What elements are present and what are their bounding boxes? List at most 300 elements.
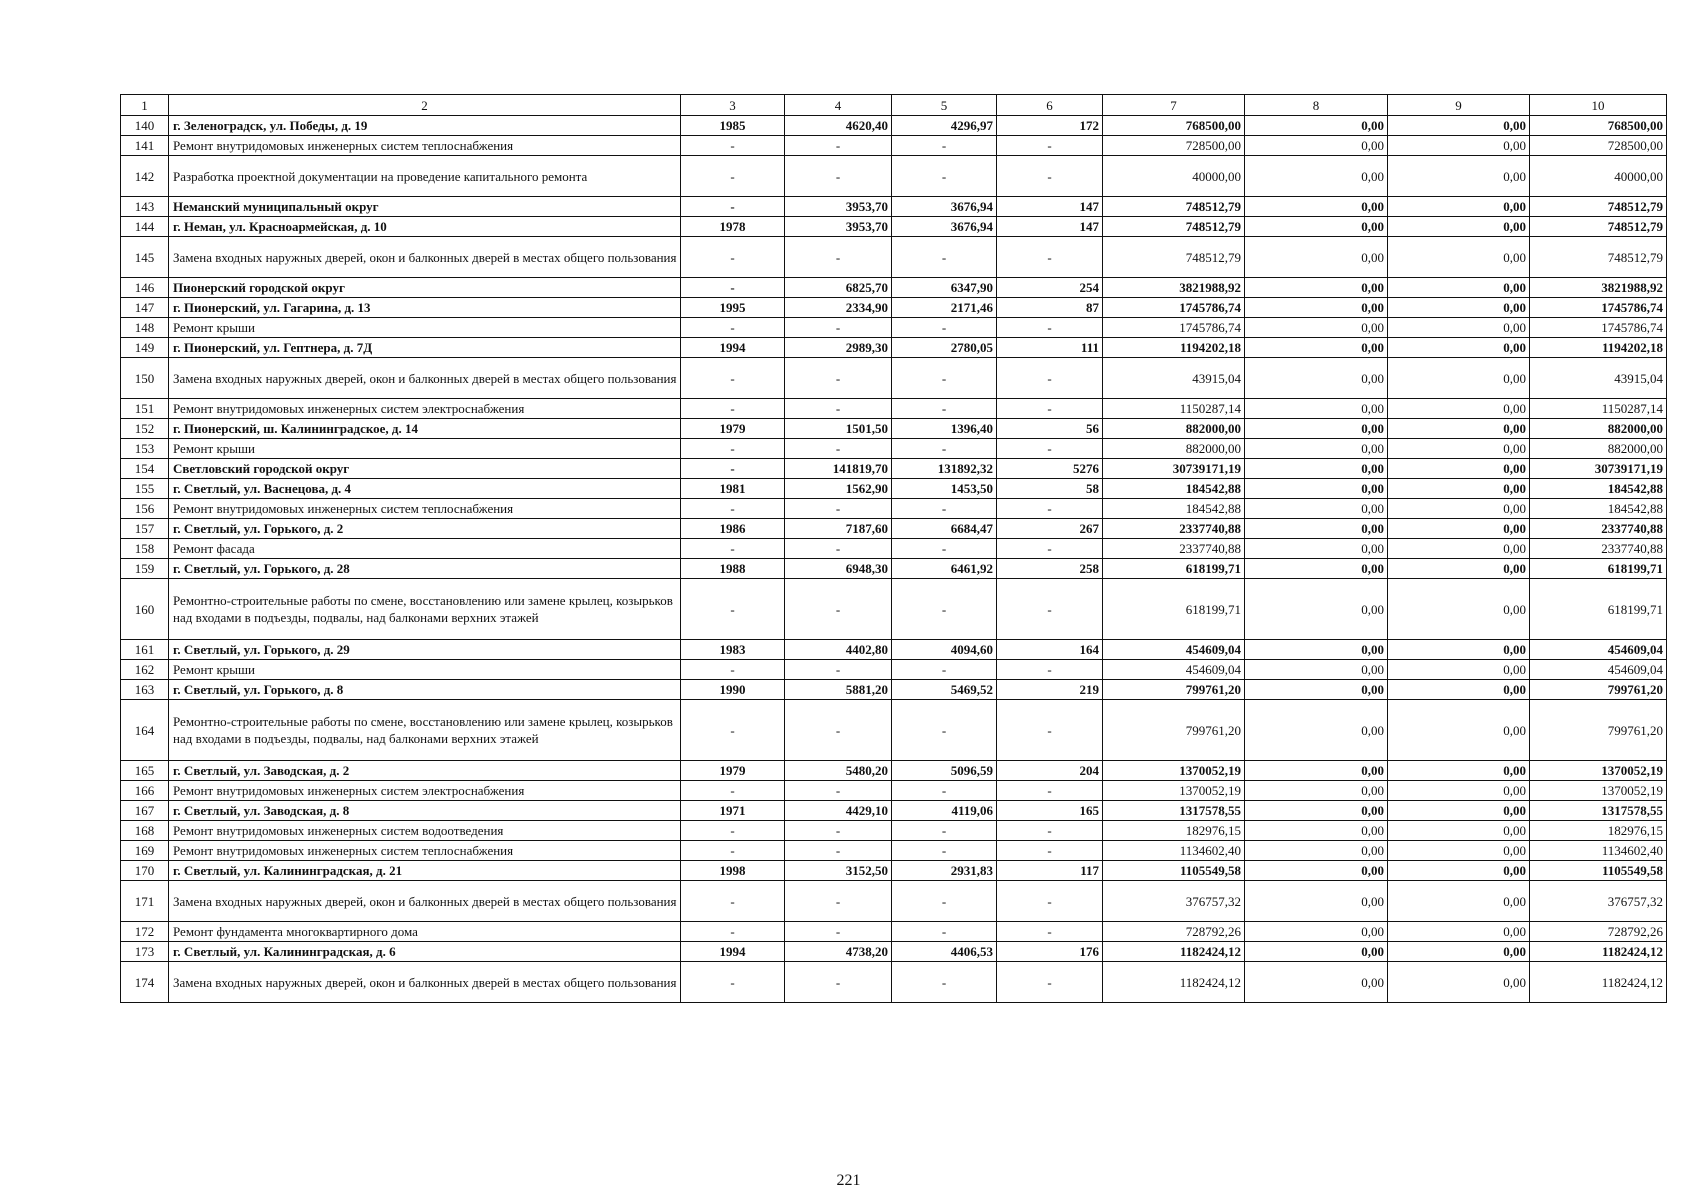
area-living-cell: 4094,60 — [892, 640, 997, 660]
table-body — [121, 95, 1667, 1003]
cost-owners-cell: 3821988,92 — [1530, 278, 1667, 298]
cost-total-cell: 2337740,88 — [1103, 539, 1245, 559]
cost-owners-cell: 1370052,19 — [1530, 761, 1667, 781]
residents-cell: - — [997, 499, 1103, 519]
row-number-cell: 151 — [121, 399, 169, 419]
residents-cell: - — [997, 881, 1103, 922]
residents-cell: 147 — [997, 217, 1103, 237]
cost-budget-cell: 0,00 — [1388, 338, 1530, 358]
cost-owners-cell: 1317578,55 — [1530, 801, 1667, 821]
cost-total-cell: 376757,32 — [1103, 881, 1245, 922]
cost-fund-cell: 0,00 — [1245, 278, 1388, 298]
cost-fund-cell: 0,00 — [1245, 156, 1388, 197]
name-cell: Ремонт внутридомовых инженерных систем теплоснабжения — [169, 841, 681, 861]
cost-owners-cell: 182976,15 — [1530, 821, 1667, 841]
name-cell: Замена входных наружных дверей, окон и балконных дверей в местах общего пользования — [169, 358, 681, 399]
name-cell: Ремонт внутридомовых инженерных систем водоотведения — [169, 821, 681, 841]
cost-owners-cell: 618199,71 — [1530, 579, 1667, 640]
row-number-cell: 156 — [121, 499, 169, 519]
row-number-cell: 149 — [121, 338, 169, 358]
cost-fund-cell: 0,00 — [1245, 217, 1388, 237]
area-living-cell: 1453,50 — [892, 479, 997, 499]
cost-total-cell: 454609,04 — [1103, 660, 1245, 680]
row-number-cell: 164 — [121, 700, 169, 761]
cost-fund-cell: 0,00 — [1245, 801, 1388, 821]
cost-fund-cell: 0,00 — [1245, 781, 1388, 801]
name-cell: Неманский муниципальный округ — [169, 197, 681, 217]
header-cell: 1 — [121, 95, 169, 116]
year-cell: 1998 — [681, 861, 785, 881]
area-living-cell: 4406,53 — [892, 942, 997, 962]
cost-fund-cell: 0,00 — [1245, 399, 1388, 419]
area-living-cell: 1396,40 — [892, 419, 997, 439]
cost-budget-cell: 0,00 — [1388, 358, 1530, 399]
area-total-cell: 5881,20 — [785, 680, 892, 700]
cost-budget-cell: 0,00 — [1388, 237, 1530, 278]
year-cell: - — [681, 579, 785, 640]
header-cell: 3 — [681, 95, 785, 116]
area-living-cell: - — [892, 660, 997, 680]
residents-cell: - — [997, 539, 1103, 559]
area-total-cell: - — [785, 136, 892, 156]
name-cell: г. Пионерский, ш. Калининградское, д. 14 — [169, 419, 681, 439]
table-row — [121, 479, 1667, 499]
cost-owners-cell: 1134602,40 — [1530, 841, 1667, 861]
cost-total-cell: 1134602,40 — [1103, 841, 1245, 861]
residents-cell: 267 — [997, 519, 1103, 539]
area-living-cell: - — [892, 539, 997, 559]
row-number-cell: 150 — [121, 358, 169, 399]
table-row — [121, 419, 1667, 439]
cost-owners-cell: 454609,04 — [1530, 640, 1667, 660]
cost-budget-cell: 0,00 — [1388, 419, 1530, 439]
cost-budget-cell: 0,00 — [1388, 942, 1530, 962]
year-cell: - — [681, 237, 785, 278]
cost-budget-cell: 0,00 — [1388, 861, 1530, 881]
cost-owners-cell: 184542,88 — [1530, 499, 1667, 519]
cost-budget-cell: 0,00 — [1388, 922, 1530, 942]
area-total-cell: - — [785, 781, 892, 801]
document-sheet — [120, 94, 1666, 1003]
cost-owners-cell: 748512,79 — [1530, 197, 1667, 217]
table-row — [121, 579, 1667, 640]
table-row — [121, 217, 1667, 237]
year-cell: - — [681, 922, 785, 942]
cost-budget-cell: 0,00 — [1388, 801, 1530, 821]
area-total-cell: - — [785, 881, 892, 922]
area-living-cell: 2171,46 — [892, 298, 997, 318]
table-row — [121, 338, 1667, 358]
header-cell: 4 — [785, 95, 892, 116]
cost-total-cell: 768500,00 — [1103, 116, 1245, 136]
name-cell: Ремонт внутридомовых инженерных систем теплоснабжения — [169, 499, 681, 519]
cost-fund-cell: 0,00 — [1245, 761, 1388, 781]
area-total-cell: 5480,20 — [785, 761, 892, 781]
cost-owners-cell: 1194202,18 — [1530, 338, 1667, 358]
name-cell: г. Светлый, ул. Горького, д. 2 — [169, 519, 681, 539]
area-total-cell: 1562,90 — [785, 479, 892, 499]
cost-budget-cell: 0,00 — [1388, 821, 1530, 841]
row-number-cell: 166 — [121, 781, 169, 801]
cost-total-cell: 3821988,92 — [1103, 278, 1245, 298]
residents-cell: - — [997, 136, 1103, 156]
area-total-cell: - — [785, 579, 892, 640]
cost-budget-cell: 0,00 — [1388, 962, 1530, 1003]
cost-budget-cell: 0,00 — [1388, 136, 1530, 156]
name-cell: Ремонтно-строительные работы по смене, восстановлению или замене крылец, козырьков над входами в подъезды, подвалы, над балконами верхних этажей — [169, 700, 681, 761]
cost-total-cell: 1745786,74 — [1103, 318, 1245, 338]
area-living-cell: 6461,92 — [892, 559, 997, 579]
table-row — [121, 700, 1667, 761]
area-total-cell: - — [785, 700, 892, 761]
row-number-cell: 174 — [121, 962, 169, 1003]
cost-fund-cell: 0,00 — [1245, 338, 1388, 358]
table-row — [121, 278, 1667, 298]
area-living-cell: 3676,94 — [892, 217, 997, 237]
area-total-cell: 3953,70 — [785, 217, 892, 237]
cost-budget-cell: 0,00 — [1388, 761, 1530, 781]
cost-budget-cell: 0,00 — [1388, 278, 1530, 298]
table-row — [121, 821, 1667, 841]
area-total-cell: 6825,70 — [785, 278, 892, 298]
area-total-cell: 6948,30 — [785, 559, 892, 579]
residents-cell: 172 — [997, 116, 1103, 136]
year-cell: - — [681, 136, 785, 156]
area-living-cell: - — [892, 821, 997, 841]
residents-cell: - — [997, 841, 1103, 861]
area-living-cell: 131892,32 — [892, 459, 997, 479]
cost-owners-cell: 184542,88 — [1530, 479, 1667, 499]
cost-budget-cell: 0,00 — [1388, 700, 1530, 761]
cost-fund-cell: 0,00 — [1245, 700, 1388, 761]
residents-cell: 165 — [997, 801, 1103, 821]
cost-total-cell: 748512,79 — [1103, 237, 1245, 278]
area-total-cell: 1501,50 — [785, 419, 892, 439]
cost-budget-cell: 0,00 — [1388, 217, 1530, 237]
cost-fund-cell: 0,00 — [1245, 559, 1388, 579]
row-number-cell: 160 — [121, 579, 169, 640]
area-total-cell: - — [785, 539, 892, 559]
cost-budget-cell: 0,00 — [1388, 479, 1530, 499]
name-cell: Ремонт внутридомовых инженерных систем электроснабжения — [169, 399, 681, 419]
residents-cell: - — [997, 399, 1103, 419]
row-number-cell: 171 — [121, 881, 169, 922]
table-row — [121, 237, 1667, 278]
cost-owners-cell: 30739171,19 — [1530, 459, 1667, 479]
table-row — [121, 116, 1667, 136]
name-cell: Ремонт фундамента многоквартирного дома — [169, 922, 681, 942]
year-cell: 1994 — [681, 338, 785, 358]
cost-fund-cell: 0,00 — [1245, 439, 1388, 459]
name-cell: Ремонт внутридомовых инженерных систем электроснабжения — [169, 781, 681, 801]
cost-fund-cell: 0,00 — [1245, 841, 1388, 861]
row-number-cell: 141 — [121, 136, 169, 156]
area-total-cell: 3953,70 — [785, 197, 892, 217]
name-cell: Замена входных наружных дверей, окон и балконных дверей в местах общего пользования — [169, 881, 681, 922]
table-row — [121, 841, 1667, 861]
residents-cell: - — [997, 579, 1103, 640]
area-total-cell: - — [785, 821, 892, 841]
cost-owners-cell: 40000,00 — [1530, 156, 1667, 197]
name-cell: г. Светлый, ул. Горького, д. 28 — [169, 559, 681, 579]
area-total-cell: - — [785, 439, 892, 459]
cost-fund-cell: 0,00 — [1245, 942, 1388, 962]
cost-fund-cell: 0,00 — [1245, 298, 1388, 318]
residents-cell: 117 — [997, 861, 1103, 881]
area-living-cell: - — [892, 841, 997, 861]
cost-owners-cell: 799761,20 — [1530, 700, 1667, 761]
cost-fund-cell: 0,00 — [1245, 318, 1388, 338]
header-cell: 5 — [892, 95, 997, 116]
cost-fund-cell: 0,00 — [1245, 640, 1388, 660]
table-row — [121, 399, 1667, 419]
cost-budget-cell: 0,00 — [1388, 781, 1530, 801]
cost-owners-cell: 882000,00 — [1530, 419, 1667, 439]
year-cell: - — [681, 821, 785, 841]
table-row — [121, 459, 1667, 479]
cost-owners-cell: 728500,00 — [1530, 136, 1667, 156]
residents-cell: - — [997, 358, 1103, 399]
row-number-cell: 157 — [121, 519, 169, 539]
cost-total-cell: 748512,79 — [1103, 197, 1245, 217]
table-row — [121, 962, 1667, 1003]
cost-fund-cell: 0,00 — [1245, 116, 1388, 136]
residents-cell: - — [997, 237, 1103, 278]
area-living-cell: 3676,94 — [892, 197, 997, 217]
year-cell: - — [681, 499, 785, 519]
row-number-cell: 159 — [121, 559, 169, 579]
name-cell: Ремонт крыши — [169, 318, 681, 338]
cost-owners-cell: 1745786,74 — [1530, 298, 1667, 318]
area-living-cell: 6684,47 — [892, 519, 997, 539]
cost-total-cell: 882000,00 — [1103, 439, 1245, 459]
cost-fund-cell: 0,00 — [1245, 136, 1388, 156]
area-total-cell: - — [785, 156, 892, 197]
cost-owners-cell: 2337740,88 — [1530, 519, 1667, 539]
year-cell: 1979 — [681, 419, 785, 439]
year-cell: 1983 — [681, 640, 785, 660]
year-cell: - — [681, 700, 785, 761]
name-cell: Светловский городской округ — [169, 459, 681, 479]
table-row — [121, 781, 1667, 801]
table-row — [121, 861, 1667, 881]
table-row — [121, 559, 1667, 579]
name-cell: г. Светлый, ул. Заводская, д. 8 — [169, 801, 681, 821]
residents-cell: 164 — [997, 640, 1103, 660]
area-total-cell: - — [785, 399, 892, 419]
cost-total-cell: 40000,00 — [1103, 156, 1245, 197]
residents-cell: 87 — [997, 298, 1103, 318]
area-living-cell: - — [892, 781, 997, 801]
header-cell: 8 — [1245, 95, 1388, 116]
row-number-cell: 155 — [121, 479, 169, 499]
row-number-cell: 172 — [121, 922, 169, 942]
cost-total-cell: 1317578,55 — [1103, 801, 1245, 821]
row-number-cell: 145 — [121, 237, 169, 278]
area-total-cell: - — [785, 922, 892, 942]
table-row — [121, 660, 1667, 680]
year-cell: 1978 — [681, 217, 785, 237]
table-row — [121, 136, 1667, 156]
cost-total-cell: 1182424,12 — [1103, 942, 1245, 962]
year-cell: 1988 — [681, 559, 785, 579]
row-number-cell: 148 — [121, 318, 169, 338]
row-number-cell: 142 — [121, 156, 169, 197]
area-living-cell: - — [892, 439, 997, 459]
repair-program-table — [120, 94, 1667, 1003]
name-cell: Ремонт крыши — [169, 660, 681, 680]
cost-budget-cell: 0,00 — [1388, 579, 1530, 640]
year-cell: - — [681, 841, 785, 861]
area-living-cell: - — [892, 881, 997, 922]
year-cell: - — [681, 781, 785, 801]
table-row — [121, 881, 1667, 922]
residents-cell: - — [997, 318, 1103, 338]
residents-cell: 58 — [997, 479, 1103, 499]
area-living-cell: - — [892, 499, 997, 519]
area-living-cell: 5096,59 — [892, 761, 997, 781]
cost-fund-cell: 0,00 — [1245, 861, 1388, 881]
year-cell: 1995 — [681, 298, 785, 318]
cost-fund-cell: 0,00 — [1245, 821, 1388, 841]
cost-budget-cell: 0,00 — [1388, 318, 1530, 338]
cost-fund-cell: 0,00 — [1245, 922, 1388, 942]
cost-total-cell: 728500,00 — [1103, 136, 1245, 156]
residents-cell: - — [997, 660, 1103, 680]
cost-fund-cell: 0,00 — [1245, 660, 1388, 680]
cost-fund-cell: 0,00 — [1245, 539, 1388, 559]
year-cell: 1986 — [681, 519, 785, 539]
year-cell: - — [681, 197, 785, 217]
name-cell: г. Зеленоградск, ул. Победы, д. 19 — [169, 116, 681, 136]
name-cell: г. Светлый, ул. Горького, д. 29 — [169, 640, 681, 660]
residents-cell: 219 — [997, 680, 1103, 700]
residents-cell: 254 — [997, 278, 1103, 298]
cost-fund-cell: 0,00 — [1245, 237, 1388, 278]
name-cell: Разработка проектной документации на проведение капитального ремонта — [169, 156, 681, 197]
residents-cell: 258 — [997, 559, 1103, 579]
row-number-cell: 162 — [121, 660, 169, 680]
cost-owners-cell: 376757,32 — [1530, 881, 1667, 922]
row-number-cell: 152 — [121, 419, 169, 439]
cost-budget-cell: 0,00 — [1388, 640, 1530, 660]
residents-cell: - — [997, 821, 1103, 841]
residents-cell: 204 — [997, 761, 1103, 781]
cost-total-cell: 30739171,19 — [1103, 459, 1245, 479]
year-cell: - — [681, 962, 785, 1003]
cost-owners-cell: 2337740,88 — [1530, 539, 1667, 559]
area-living-cell: - — [892, 700, 997, 761]
area-total-cell: - — [785, 358, 892, 399]
table-row — [121, 519, 1667, 539]
year-cell: - — [681, 318, 785, 338]
cost-owners-cell: 748512,79 — [1530, 237, 1667, 278]
cost-owners-cell: 618199,71 — [1530, 559, 1667, 579]
name-cell: Замена входных наружных дверей, окон и балконных дверей в местах общего пользования — [169, 962, 681, 1003]
cost-total-cell: 882000,00 — [1103, 419, 1245, 439]
row-number-cell: 163 — [121, 680, 169, 700]
name-cell: Ремонт крыши — [169, 439, 681, 459]
cost-total-cell: 1745786,74 — [1103, 298, 1245, 318]
row-number-cell: 168 — [121, 821, 169, 841]
cost-total-cell: 184542,88 — [1103, 479, 1245, 499]
row-number-cell: 167 — [121, 801, 169, 821]
cost-budget-cell: 0,00 — [1388, 459, 1530, 479]
name-cell: Пионерский городской округ — [169, 278, 681, 298]
year-cell: - — [681, 278, 785, 298]
header-cell: 6 — [997, 95, 1103, 116]
area-living-cell: - — [892, 579, 997, 640]
cost-budget-cell: 0,00 — [1388, 499, 1530, 519]
area-living-cell: - — [892, 399, 997, 419]
cost-total-cell: 1370052,19 — [1103, 781, 1245, 801]
cost-budget-cell: 0,00 — [1388, 439, 1530, 459]
row-number-cell: 173 — [121, 942, 169, 962]
area-total-cell: 2989,30 — [785, 338, 892, 358]
cost-fund-cell: 0,00 — [1245, 479, 1388, 499]
table-row — [121, 298, 1667, 318]
cost-total-cell: 1194202,18 — [1103, 338, 1245, 358]
area-living-cell: 2780,05 — [892, 338, 997, 358]
area-total-cell: 3152,50 — [785, 861, 892, 881]
residents-cell: - — [997, 700, 1103, 761]
cost-owners-cell: 1745786,74 — [1530, 318, 1667, 338]
name-cell: г. Светлый, ул. Горького, д. 8 — [169, 680, 681, 700]
cost-total-cell: 1105549,58 — [1103, 861, 1245, 881]
cost-total-cell: 1182424,12 — [1103, 962, 1245, 1003]
cost-fund-cell: 0,00 — [1245, 962, 1388, 1003]
name-cell: г. Светлый, ул. Васнецова, д. 4 — [169, 479, 681, 499]
year-cell: - — [681, 358, 785, 399]
cost-owners-cell: 768500,00 — [1530, 116, 1667, 136]
cost-budget-cell: 0,00 — [1388, 539, 1530, 559]
table-row — [121, 680, 1667, 700]
year-cell: 1990 — [681, 680, 785, 700]
cost-fund-cell: 0,00 — [1245, 499, 1388, 519]
table-row — [121, 640, 1667, 660]
area-total-cell: 7187,60 — [785, 519, 892, 539]
year-cell: - — [681, 439, 785, 459]
page-number: 221 — [836, 1172, 861, 1189]
area-total-cell: 4429,10 — [785, 801, 892, 821]
area-total-cell: 141819,70 — [785, 459, 892, 479]
cost-fund-cell: 0,00 — [1245, 197, 1388, 217]
residents-cell: 111 — [997, 338, 1103, 358]
cost-owners-cell: 728792,26 — [1530, 922, 1667, 942]
cost-total-cell: 618199,71 — [1103, 559, 1245, 579]
cost-fund-cell: 0,00 — [1245, 459, 1388, 479]
year-cell: 1985 — [681, 116, 785, 136]
cost-total-cell: 728792,26 — [1103, 922, 1245, 942]
table-row — [121, 761, 1667, 781]
cost-budget-cell: 0,00 — [1388, 660, 1530, 680]
cost-total-cell: 799761,20 — [1103, 680, 1245, 700]
cost-budget-cell: 0,00 — [1388, 197, 1530, 217]
cost-owners-cell: 748512,79 — [1530, 217, 1667, 237]
cost-owners-cell: 454609,04 — [1530, 660, 1667, 680]
cost-budget-cell: 0,00 — [1388, 156, 1530, 197]
area-total-cell: - — [785, 237, 892, 278]
row-number-cell: 165 — [121, 761, 169, 781]
year-cell: - — [681, 156, 785, 197]
table-row — [121, 358, 1667, 399]
name-cell: г. Светлый, ул. Калининградская, д. 21 — [169, 861, 681, 881]
year-cell: 1994 — [681, 942, 785, 962]
area-living-cell: - — [892, 156, 997, 197]
year-cell: - — [681, 459, 785, 479]
area-total-cell: - — [785, 660, 892, 680]
cost-owners-cell: 1105549,58 — [1530, 861, 1667, 881]
